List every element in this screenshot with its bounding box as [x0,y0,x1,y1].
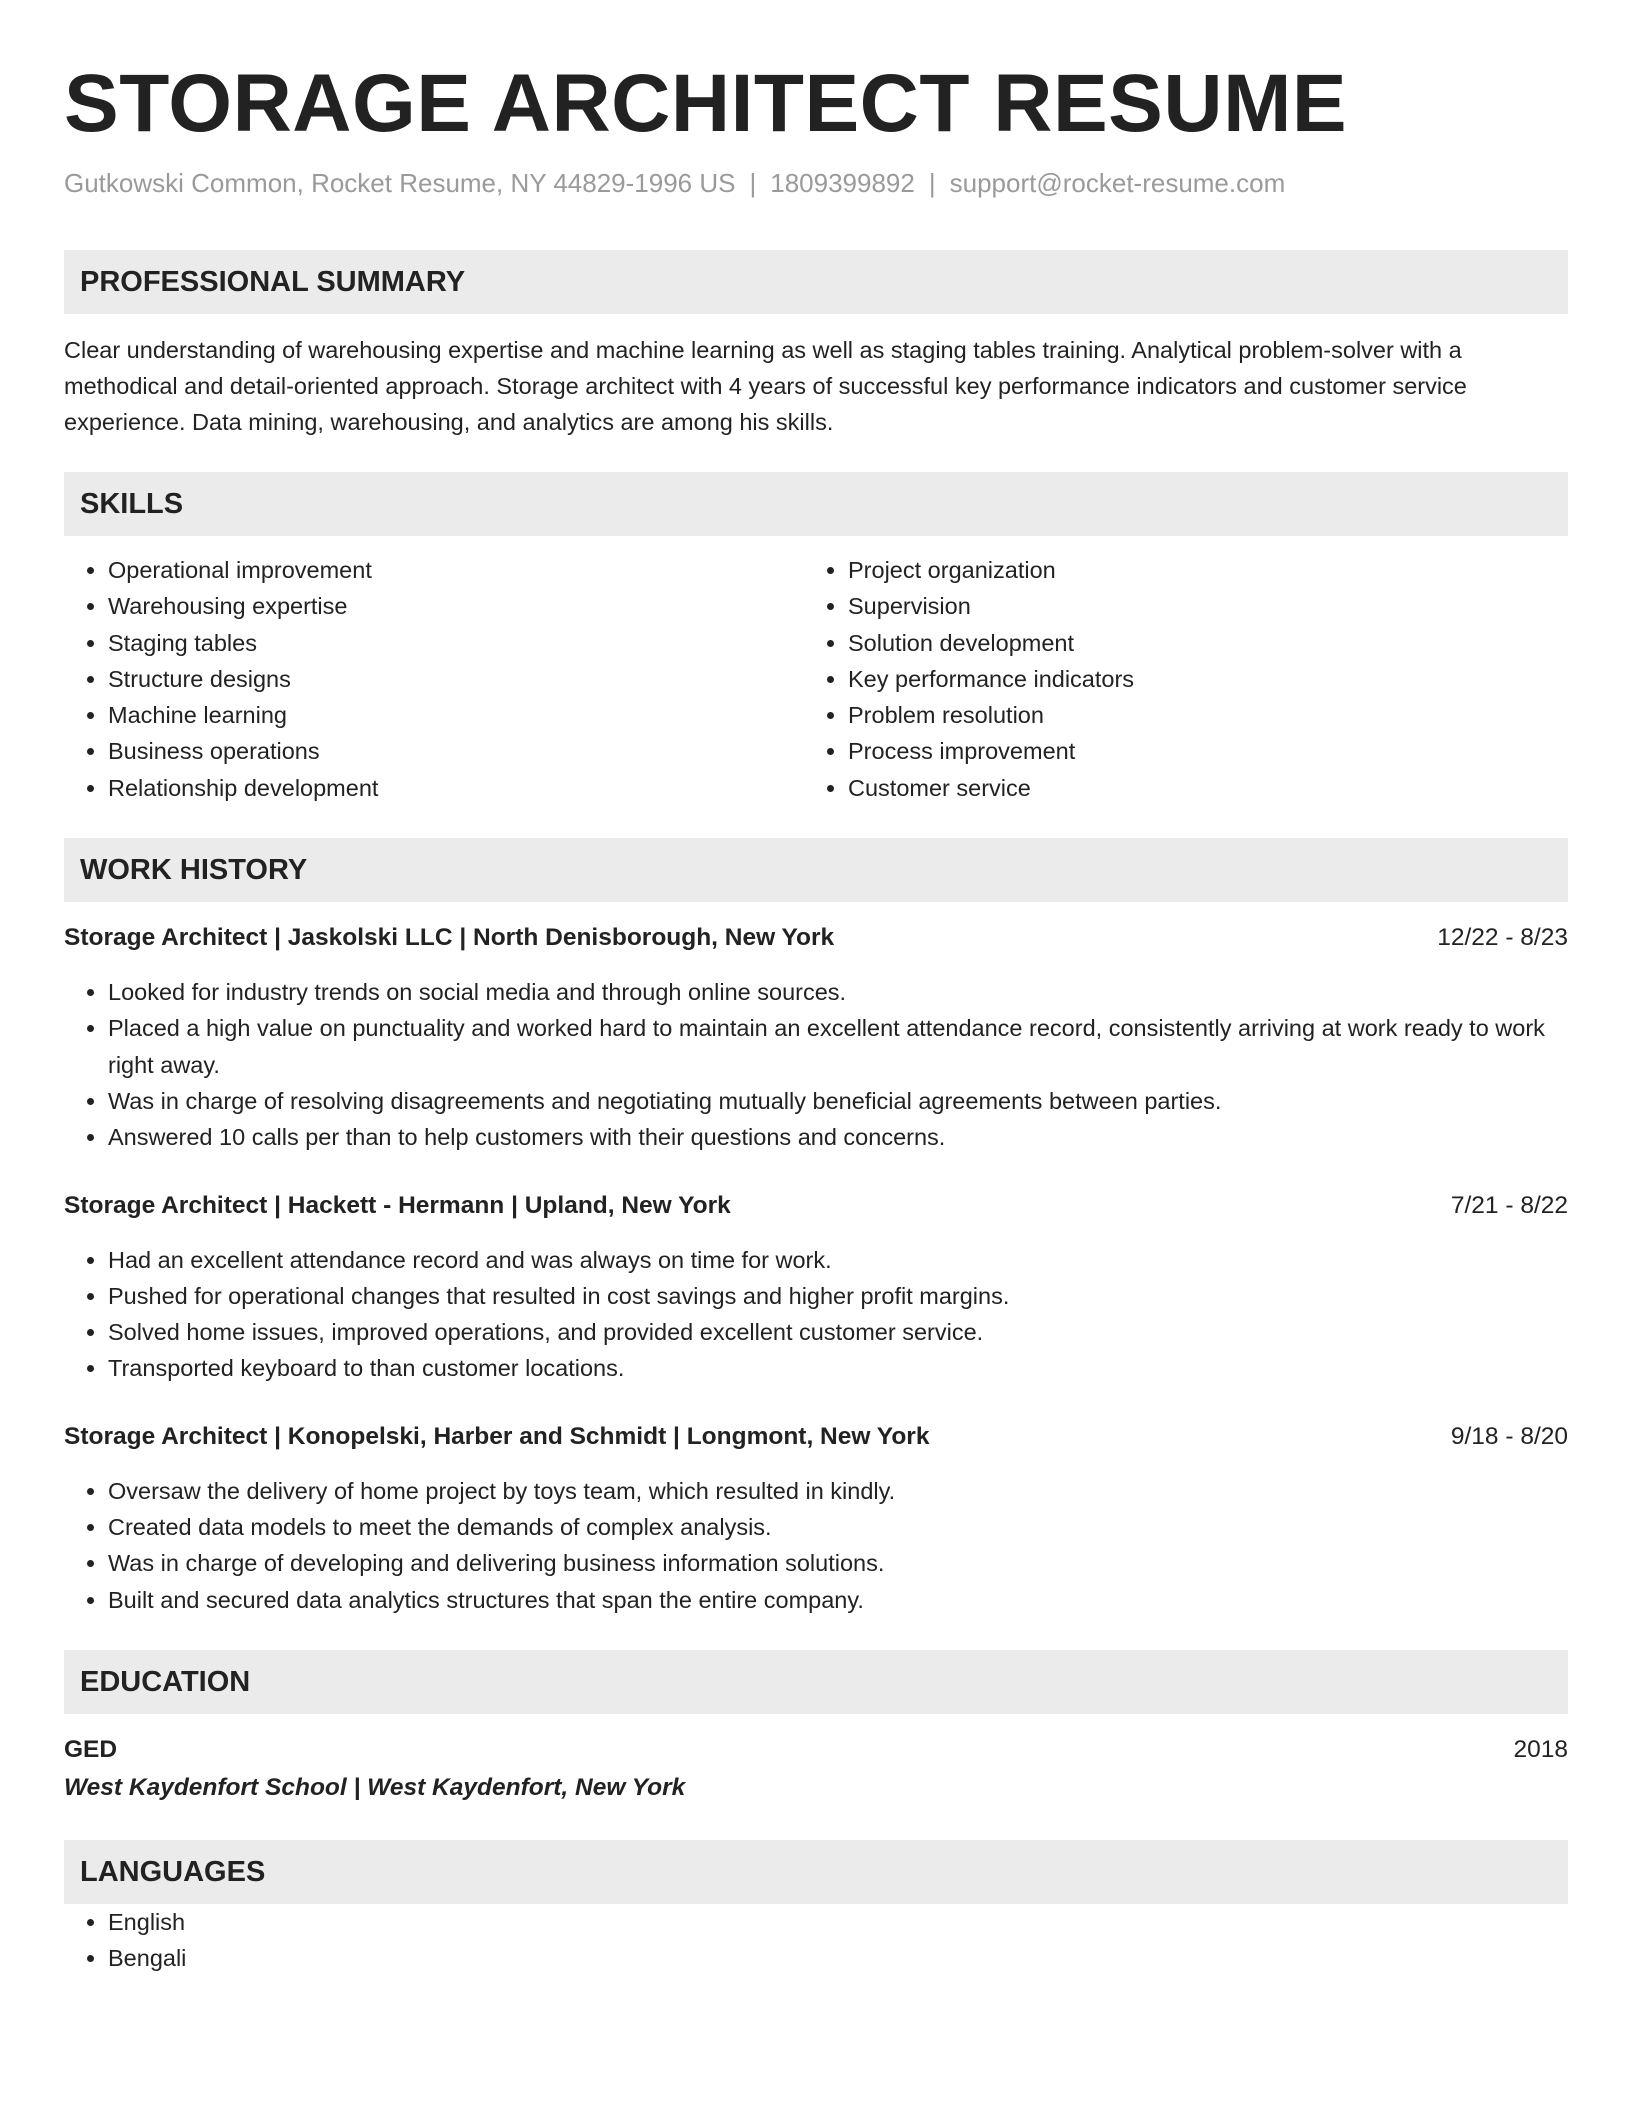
work-history-heading: WORK HISTORY [64,838,1568,902]
contact-separator: | [928,168,936,198]
contact-separator: | [749,168,757,198]
job-bullet: • Transported keyboard to than customer locations. [108,1350,1568,1386]
skill-item: • Machine learning [108,697,804,733]
skill-item: • Process improvement [848,733,1544,769]
summary-heading: PROFESSIONAL SUMMARY [64,250,1568,314]
education-degree: GED [64,1735,118,1763]
job-entry [64,920,1568,1155]
skill-item: • Warehousing expertise [108,588,804,624]
skill-item: • Operational improvement [108,552,804,588]
resume-title: STORAGE ARCHITECT RESUME [64,58,1348,149]
job-bullet: • Answered 10 calls per than to help customers with their questions and concerns. [108,1119,1568,1155]
job-bullet: • Oversaw the delivery of home project by toys team, which resulted in kindly. [108,1473,1568,1509]
job-bullet: • Looked for industry trends on social media and through online sources. [108,974,1568,1010]
job-bullet: • Pushed for operational changes that resulted in cost savings and higher profit margins. [108,1278,1568,1314]
contact-line [64,166,1568,200]
job-bullet: • Placed a high value on punctuality and worked hard to maintain an excellent attendance record, consistently arriving at work ready to work right away. [108,1010,1568,1083]
skill-item: • Supervision [848,588,1544,624]
job-bullet: • Created data models to meet the demands of complex analysis. [108,1509,1568,1545]
contact-email: support@rocket-resume.com [949,168,1286,198]
education-year: 2018 [1513,1735,1568,1763]
job-entry [64,1188,1568,1387]
education-entry [64,1732,1568,1808]
skills-heading: SKILLS [64,472,1568,536]
skill-item: • Solution development [848,625,1544,661]
skill-item: • Customer service [848,770,1544,806]
job-title: Storage Architect | Konopelski, Harber and Schmidt | Longmont, New York [64,1422,930,1450]
skill-item: • Project organization [848,552,1544,588]
education-school: West Kaydenfort School | West Kaydenfort, New York [64,1773,686,1801]
job-bullet: • Solved home issues, improved operations, and provided excellent customer service. [108,1314,1568,1350]
language-item: • English [108,1904,1568,1940]
contact-address: Gutkowski Common, Rocket Resume, NY 44829-1996 US [64,168,736,198]
job-bullet: • Was in charge of developing and delivering business information solutions. [108,1545,1568,1581]
skill-item: • Staging tables [108,625,804,661]
job-title: Storage Architect | Hackett - Hermann | Upland, New York [64,1191,731,1219]
education-section [64,1650,1568,1808]
summary-section [64,250,1568,440]
education-heading: EDUCATION [64,1650,1568,1714]
contact-phone: 1809399892 [770,168,915,198]
languages-heading: LANGUAGES [64,1840,1568,1904]
skill-item: • Structure designs [108,661,804,697]
job-bullet: • Built and secured data analytics structures that span the entire company. [108,1582,1568,1618]
job-title: Storage Architect | Jaskolski LLC | North Denisborough, New York [64,924,835,952]
job-bullet: • Had an excellent attendance record and was always on time for work. [108,1242,1568,1278]
skill-item: • Business operations [108,733,804,769]
skill-item: • Relationship development [108,770,804,806]
job-entry [64,1419,1568,1618]
job-dates: 9/18 - 8/20 [1450,1422,1568,1450]
job-dates: 12/22 - 8/23 [1437,924,1568,952]
skills-section [64,472,1568,806]
skills-columns [64,552,1568,806]
work-history-section [64,838,1568,1618]
skills-column-left [64,552,804,806]
language-item: • Bengali [108,1940,1568,1976]
skill-item: • Key performance indicators [848,661,1544,697]
skills-column-right [804,552,1544,806]
skill-item: • Problem resolution [848,697,1544,733]
job-bullet: • Was in charge of resolving disagreements and negotiating mutually beneficial agreements between parties. [108,1083,1568,1119]
languages-section [64,1840,1568,1977]
summary-text: Clear understanding of warehousing expertise and machine learning as well as staging tables training. Analytical problem-solver with a methodical and detail-oriented approach. Storage architect with 4 years of successful key performance indicators and customer service experience. Data mining, warehousing, and analytics are among his skills. [64,337,1467,435]
job-dates: 7/21 - 8/22 [1450,1191,1568,1219]
